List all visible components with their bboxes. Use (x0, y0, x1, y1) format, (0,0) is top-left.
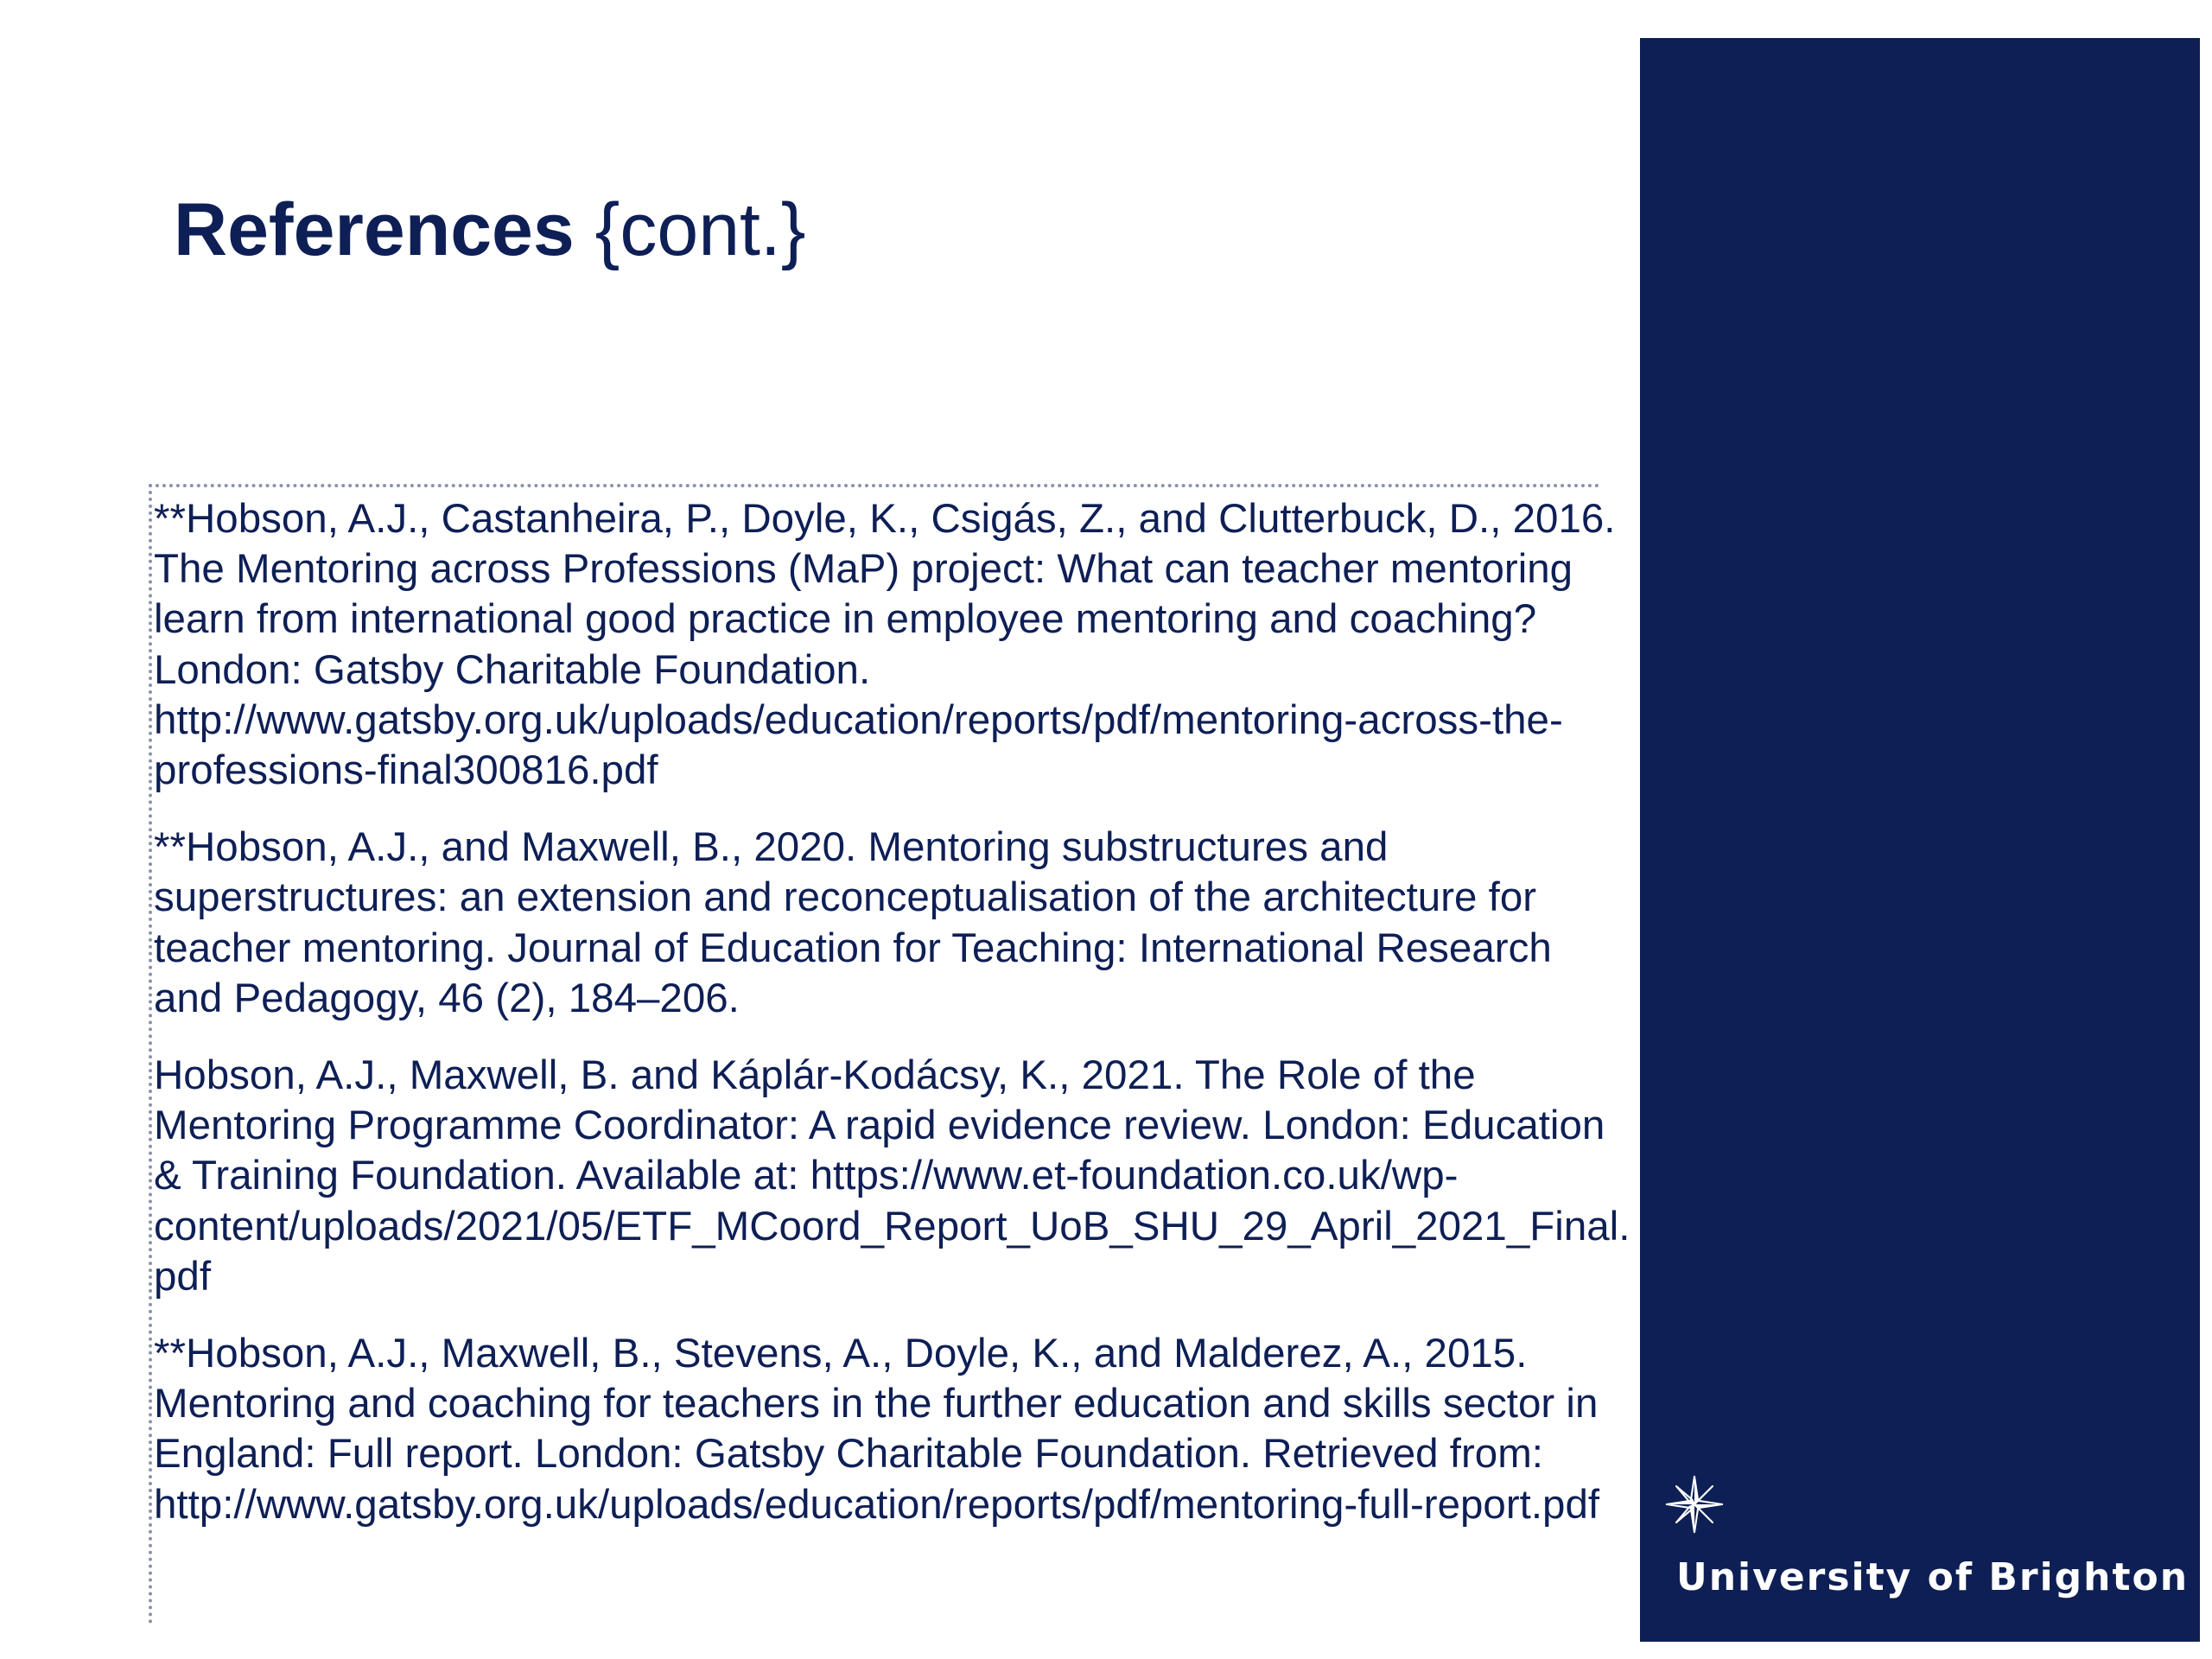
brand-side-panel (1640, 38, 2200, 1642)
reference-entry: Hobson, A.J., Maxwell, B. and Káplár-Kodácsy, K., 2021. The Role of the Mentoring Programme Coordinator: A rapid evidence review. London: Education & Training Foundation. Available at: https://www.et-foundation.co.uk/wp-content/uploads/2021/05/ETF_MCoord_Report_UoB_SHU_29_April_2021_Final.pdf (154, 1052, 1630, 1300)
reference-entry: **Hobson, A.J., Castanheira, P., Doyle, K., Csigás, Z., and Clutterbuck, D., 2016. The Mentoring across Professions (MaP) project: What can teacher mentoring learn from international good practice in employee mentoring and coaching? London: Gatsby Charitable Foundation. http://www.gatsby.org.uk/uploads/education/reports/pdf/mentoring-across-the-professions-final300816.pdf (154, 496, 1616, 794)
reference-entry: **Hobson, A.J., Maxwell, B., Stevens, A., Doyle, K., and Malderez, A., 2015. Mentoring and coaching for teachers in the further education and skills sector in England: Full report. London: Gatsby Charitable Foundation. Retrieved from: http://www.gatsby.org.uk/uploads/education/reports/pdf/mentoring-full-report.pdf (154, 1331, 1600, 1528)
slide-title (174, 181, 806, 278)
reference-entry: **Hobson, A.J., and Maxwell, B., 2020. Mentoring substructures and superstructures: an extension and reconceptualisation of the architecture for teacher mentoring. Journal of Education for Teaching: International Research and Pedagogy, 46 (2), 184–206. (154, 824, 1552, 1021)
slide-title-bold: References (174, 188, 575, 271)
slide-title-rest: {cont.} (594, 188, 806, 271)
university-logo-text: University of Brighton (1676, 1555, 2190, 1599)
compass-star-icon (1664, 1474, 1725, 1535)
reference-list (154, 494, 1631, 1557)
